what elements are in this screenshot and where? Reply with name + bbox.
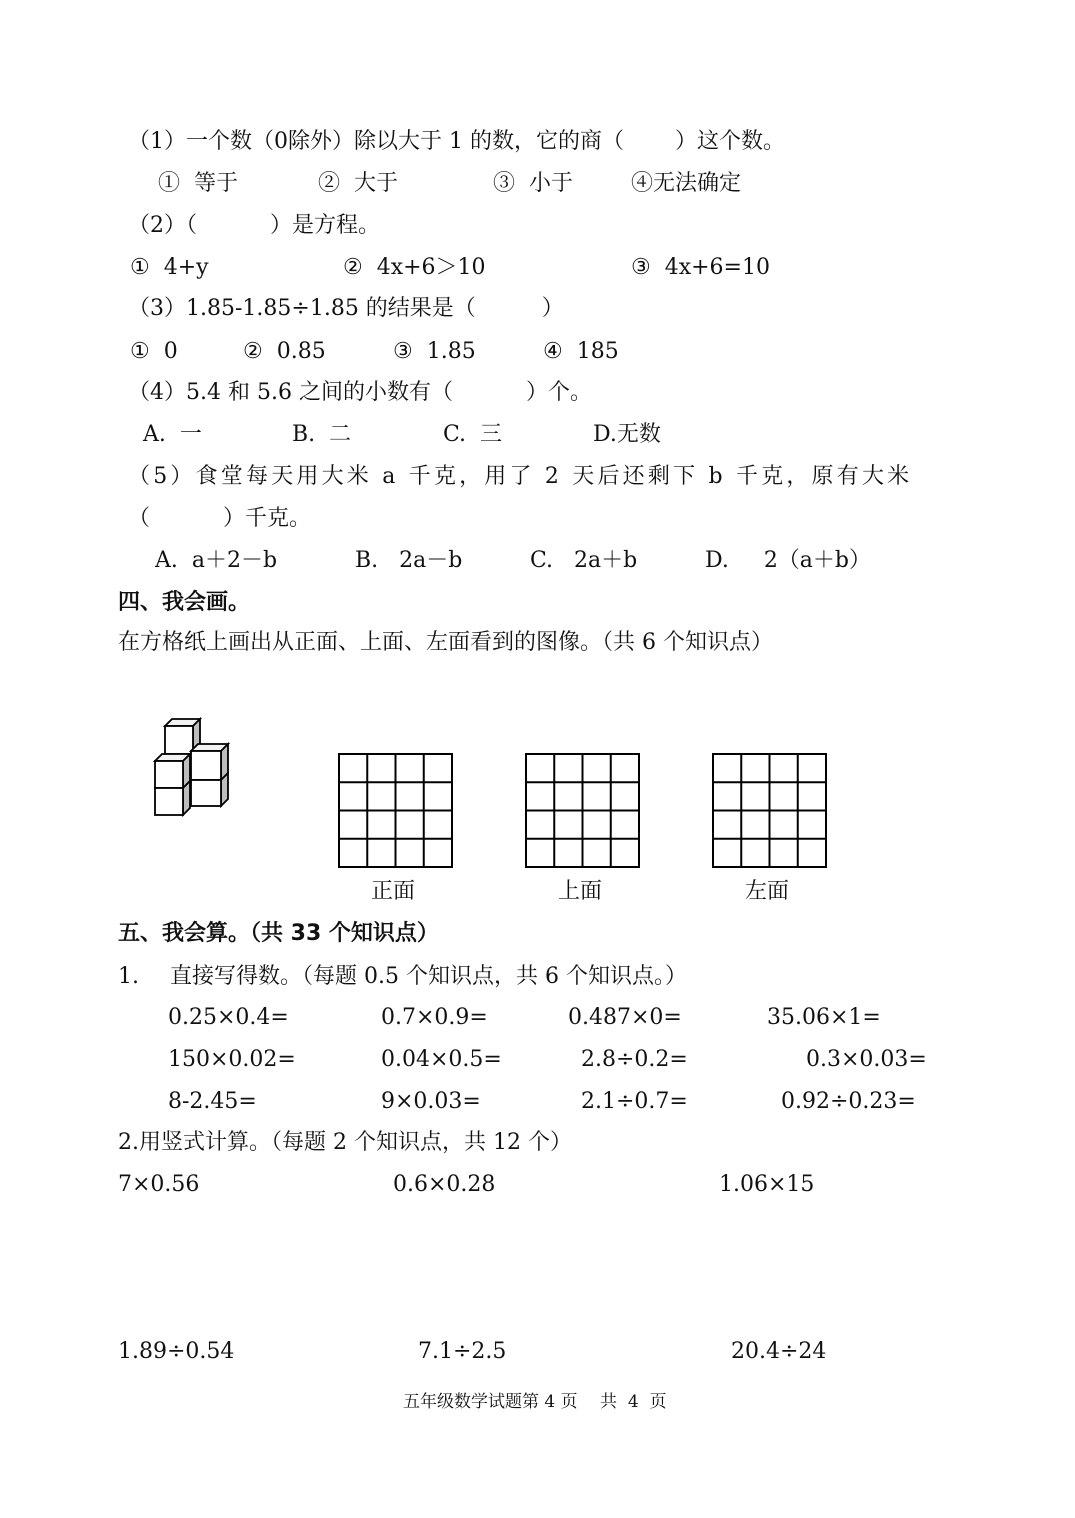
calc-r3-c4: 0.92÷0.23= xyxy=(781,1089,916,1114)
vertical-calc-4: 1.89÷0.54 xyxy=(118,1339,235,1364)
calc-r1-c4: 35.06×1= xyxy=(767,1005,881,1030)
calc-r2-c4: 0.3×0.03= xyxy=(806,1047,927,1072)
part1-number: 1. xyxy=(118,964,139,989)
q1-option-1: ① 等于 xyxy=(158,171,238,196)
grid-left[interactable] xyxy=(712,753,828,869)
q1-stem: （1）一个数（0除外）除以大于 1 的数，它的商（ ）这个数。 xyxy=(128,129,785,154)
calc-r3-c1: 8-2.45= xyxy=(168,1089,257,1114)
calc-r2-c2: 0.04×0.5= xyxy=(381,1047,502,1072)
page-footer: 五年级数学试题第 4 页 共 4 页 xyxy=(403,1392,667,1412)
q1-option-4: ④无法确定 xyxy=(631,171,742,196)
q5-option-d: D. 2（a＋b） xyxy=(705,548,872,573)
q3-option-2: ② 0.85 xyxy=(243,339,326,364)
q5-stem-line2: （ ）千克。 xyxy=(128,506,311,531)
vertical-calc-2: 0.6×0.28 xyxy=(393,1172,496,1197)
vertical-calc-3: 1.06×15 xyxy=(719,1172,815,1197)
vertical-calc-1: 7×0.56 xyxy=(118,1172,200,1197)
q5-option-a: A. a＋2－b xyxy=(155,548,278,573)
calc-r1-c2: 0.7×0.9= xyxy=(381,1005,488,1030)
section4-instruction: 在方格纸上画出从正面、上面、左面看到的图像。（共 6 个知识点） xyxy=(118,630,773,655)
q4-option-1: A. 一 xyxy=(143,422,202,447)
q2-option-1: ① 4+y xyxy=(130,255,209,280)
calc-r3-c3: 2.1÷0.7= xyxy=(581,1089,688,1114)
vertical-calc-5: 7.1÷2.5 xyxy=(418,1339,507,1364)
q3-option-1: ① 0 xyxy=(130,339,178,364)
q3-stem: （3）1.85-1.85÷1.85 的结果是（ ） xyxy=(128,296,564,321)
q4-option-2: B. 二 xyxy=(292,422,352,447)
calc-r3-c2: 9×0.03= xyxy=(381,1089,481,1114)
calc-r2-c1: 150×0.02= xyxy=(168,1047,296,1072)
calc-r1-c1: 0.25×0.4= xyxy=(168,1005,289,1030)
q3-option-3: ③ 1.85 xyxy=(393,339,476,364)
q2-option-3: ③ 4x+6=10 xyxy=(631,255,770,280)
q4-option-4: D.无数 xyxy=(593,422,661,447)
grid-label-left: 左面 xyxy=(745,879,790,904)
vertical-calc-6: 20.4÷24 xyxy=(731,1339,827,1364)
q4-stem: （4）5.4 和 5.6 之间的小数有（ ）个。 xyxy=(128,380,592,405)
section5-heading: 五、我会算。（共 33 个知识点） xyxy=(118,921,439,946)
q4-option-3: C. 三 xyxy=(443,422,503,447)
cube-stack-figure xyxy=(150,713,240,823)
q1-option-2: ② 大于 xyxy=(318,171,398,196)
q1-option-3: ③ 小于 xyxy=(493,171,573,196)
part1-title: 直接写得数。（每题 0.5 个知识点，共 6 个知识点。） xyxy=(170,964,687,989)
calc-r2-c3: 2.8÷0.2= xyxy=(581,1047,688,1072)
q5-option-c: C. 2a＋b xyxy=(530,548,638,573)
calc-r1-c3: 0.487×0= xyxy=(568,1005,682,1030)
q5-option-b: B. 2a－b xyxy=(355,548,463,573)
q5-stem-line1: （5）食堂每天用大米 a 千克，用了 2 天后还剩下 b 千克，原有大米 xyxy=(128,464,913,489)
q2-option-2: ② 4x+6＞10 xyxy=(343,255,486,280)
q3-option-4: ④ 185 xyxy=(543,339,619,364)
grid-label-top: 上面 xyxy=(558,879,603,904)
part2-title: 2.用竖式计算。（每题 2 个知识点，共 12 个） xyxy=(118,1130,572,1155)
section4-heading: 四、我会画。 xyxy=(118,590,251,615)
grid-front[interactable] xyxy=(338,753,454,869)
grid-label-front: 正面 xyxy=(371,879,416,904)
q2-stem: （2）（ ）是方程。 xyxy=(128,213,380,238)
grid-top[interactable] xyxy=(525,753,641,869)
